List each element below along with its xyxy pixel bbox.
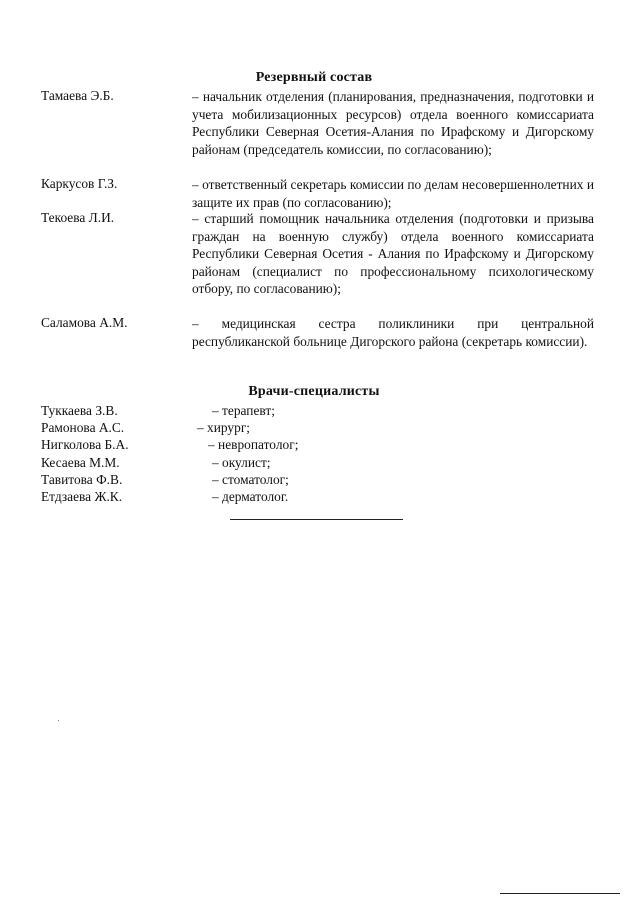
doctor-specialty: – хирург; [197, 420, 251, 435]
end-rule [230, 519, 403, 520]
reserve-title: Резервный состав [255, 70, 373, 85]
scan-speck [58, 720, 59, 721]
doctor-specialty: – терапевт; [212, 403, 275, 418]
member-role: – медицинская сестра поликлиники при центральной республиканской больнице Дигорского района (секретарь комиссии). [192, 316, 594, 349]
member-role: – начальник отделения (планирования, предназначения, подготовки и учета мобилизационных ресурсов) отдела военного комиссариата Республики Северная Осетия-Алания по Ирафскому и Дигорскому районам (председатель комиссии, по согласованию); [192, 89, 594, 157]
doctor-row [0, 489, 640, 507]
doctor-row [0, 420, 640, 438]
doctor-specialty: – стоматолог; [212, 472, 289, 487]
doctor-specialty: – дерматолог. [212, 489, 289, 504]
member-name: Каркусов Г.З. [41, 176, 118, 191]
doctor-name: Туккаева З.В. [41, 403, 118, 418]
member-role: – ответственный секретарь комиссии по делам несовершеннолетних и защите их прав (по согласованию); [192, 177, 594, 210]
doctor-name: Кесаева М.М. [41, 455, 120, 470]
doctor-row [0, 455, 640, 473]
doctor-name: Рамонова А.С. [41, 420, 125, 435]
doctor-name: Тавитова Ф.В. [41, 472, 123, 487]
doctor-name: Нигколова Б.А. [41, 437, 129, 452]
member-name: Текоева Л.И. [41, 210, 115, 225]
doctors-title: Врачи-специалисты [248, 384, 380, 399]
member-name: Тамаева Э.Б. [41, 88, 114, 103]
doctor-row [0, 403, 640, 421]
bottom-rule [500, 893, 620, 894]
doctor-specialty: – окулист; [212, 455, 271, 470]
member-role: – старший помощник начальника отделения (подготовки и призыва граждан на военную службу) отдела военного комиссариата Республики Северная Осетия - Алания по Ирафскому и Дигорскому районам (специалист по профессиональному психологическому отбору, по согласованию); [192, 211, 594, 297]
doctor-row [0, 472, 640, 490]
doctor-name: Етдзаева Ж.К. [41, 489, 123, 504]
doctor-row [0, 437, 640, 455]
member-name: Саламова А.М. [41, 315, 128, 330]
doctor-specialty: – невропатолог; [208, 437, 299, 452]
